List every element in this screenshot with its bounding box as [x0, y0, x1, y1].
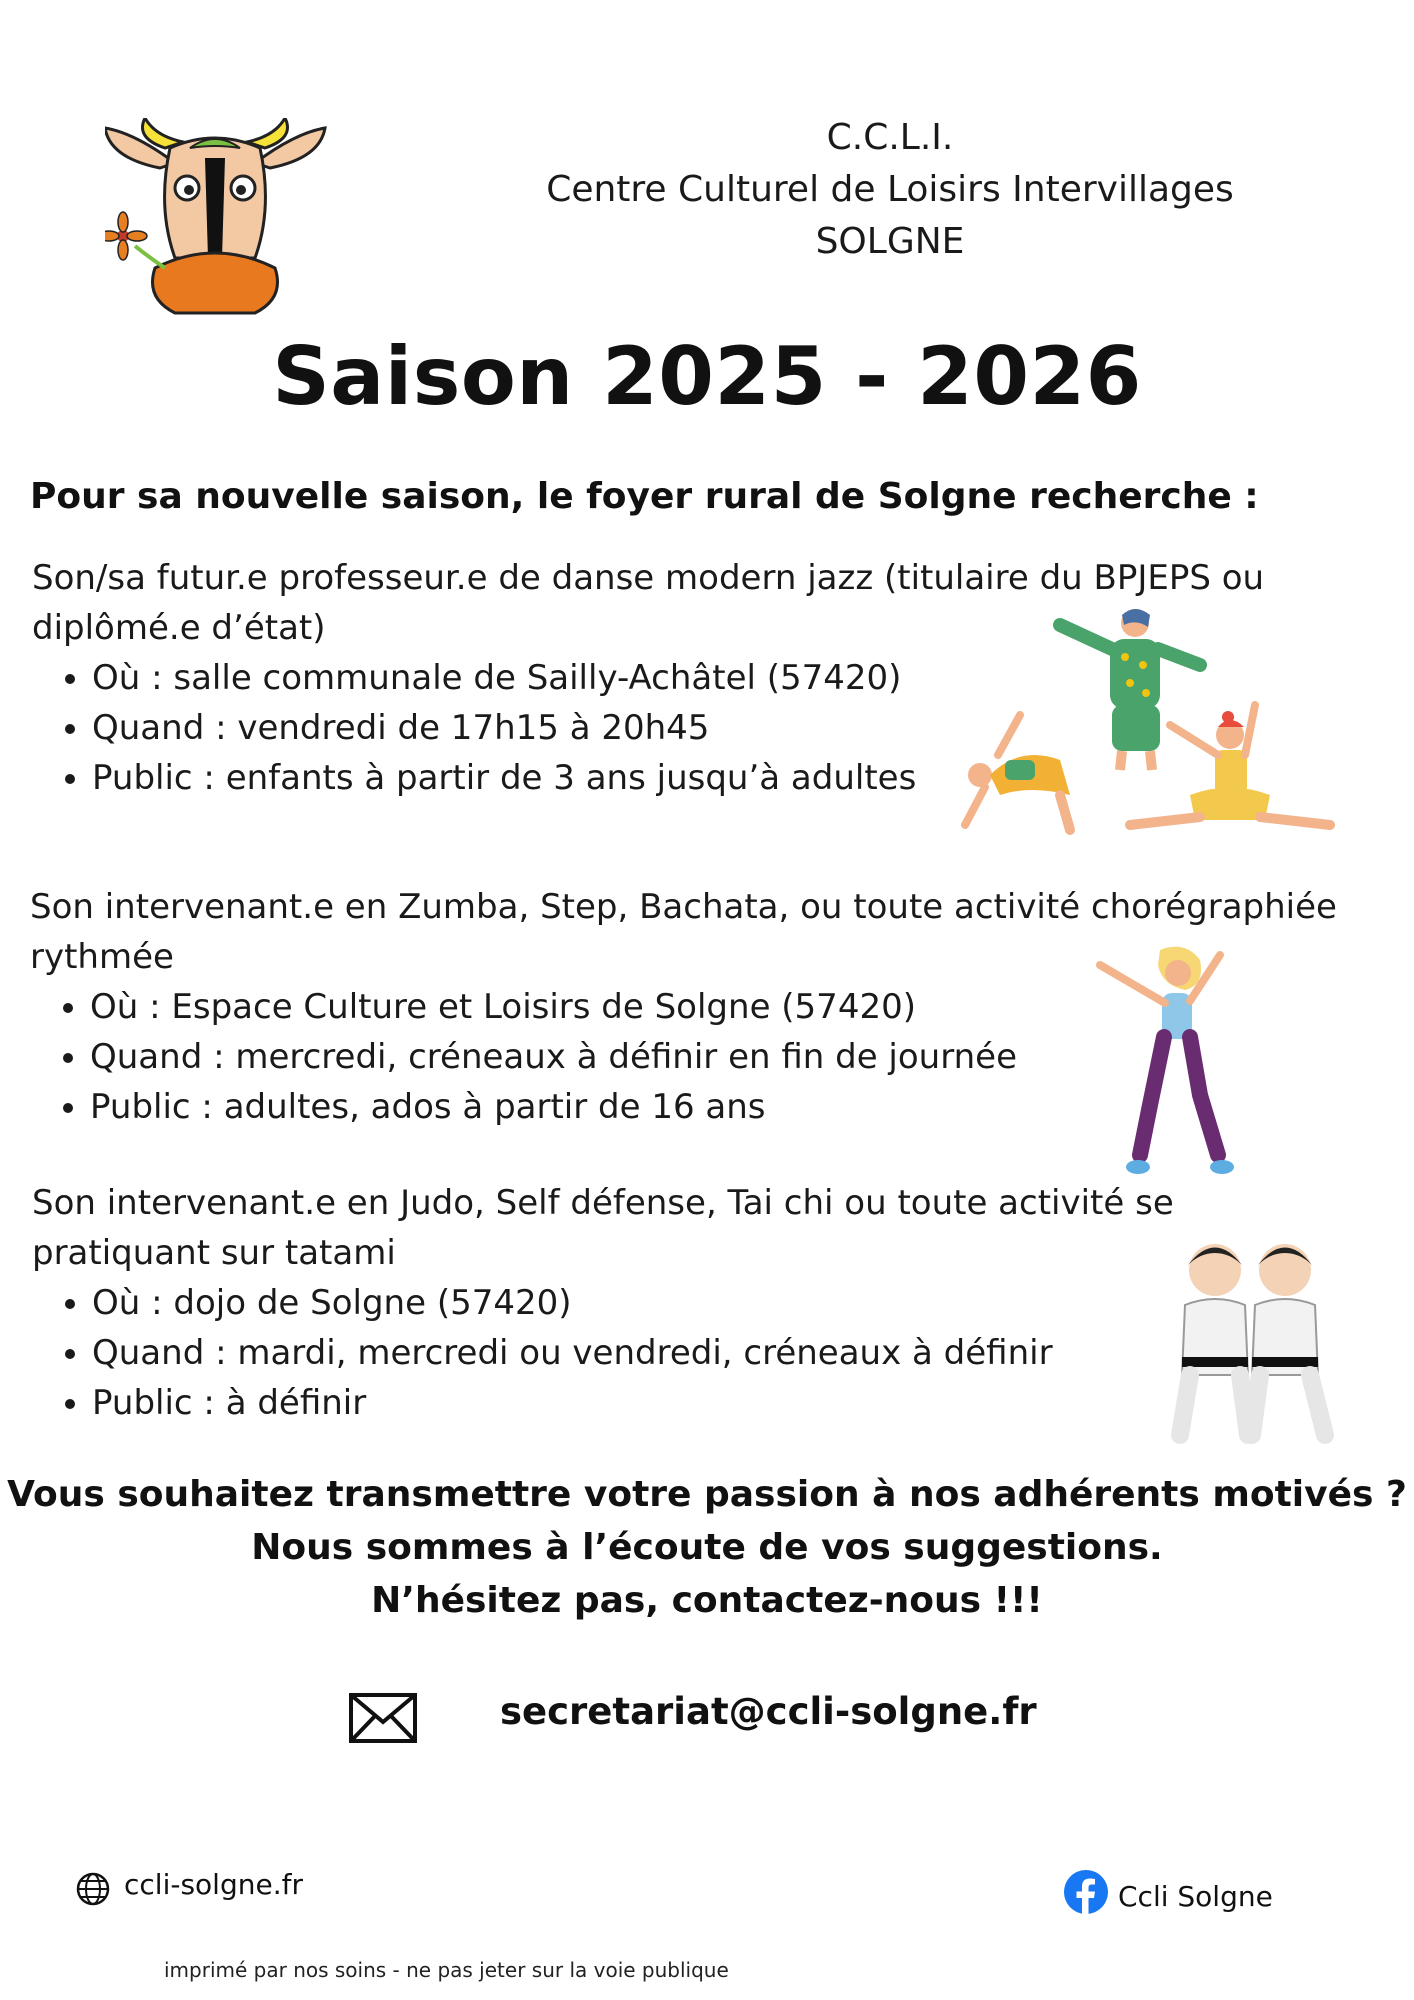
contact-email-link[interactable]: secretariat@ccli-solgne.fr: [500, 1690, 1037, 1733]
offer-audience: • Public : à définir: [92, 1378, 1362, 1428]
call-to-action: [0, 1468, 1414, 1627]
organization-acronym: C.C.L.I.: [826, 117, 954, 158]
print-notice: imprimé par nos soins - ne pas jeter sur la voie publique: [164, 1958, 729, 1982]
offer-audience: • Public : adultes, ados à partir de 16 ans: [90, 1082, 1360, 1132]
offer-description: Son intervenant.e en Judo, Self défense, Tai chi ou toute activité se pratiquant sur tatami: [32, 1183, 1174, 1273]
facebook-page-link[interactable]: Ccli Solgne: [1118, 1880, 1273, 1913]
offer-schedule: • Quand : vendredi de 17h15 à 20h45: [92, 703, 1362, 753]
offer-description: Son intervenant.e en Zumba, Step, Bachata, ou toute activité chorégraphiée rythmée: [30, 887, 1337, 977]
envelope-icon: [348, 1692, 418, 1744]
intro-heading: Pour sa nouvelle saison, le foyer rural de Solgne recherche :: [30, 476, 1259, 517]
facebook-icon: [1064, 1870, 1108, 1914]
offer-audience: • Public : enfants à partir de 3 ans jusqu’à adultes: [92, 753, 1362, 803]
organization-full-name: Centre Culturel de Loisirs Intervillages: [546, 169, 1234, 210]
offer-description: Son/sa futur.e professeur.e de danse modern jazz (titulaire du BPJEPS ou diplômé.e d’état): [32, 558, 1265, 648]
offer-location: • Où : Espace Culture et Loisirs de Solgne (57420): [90, 982, 1360, 1032]
zumba-dancer-illustration: [1090, 945, 1250, 1185]
organization-town: SOLGNE: [815, 221, 965, 262]
cow-logo-icon: [105, 118, 335, 328]
offer-schedule: • Quand : mercredi, créneaux à définir en fin de journée: [90, 1032, 1360, 1082]
cta-line-3: N’hésitez pas, contactez-nous !!!: [371, 1580, 1043, 1621]
organization-header: [520, 112, 1260, 268]
globe-icon: [76, 1872, 110, 1906]
season-title: Saison 2025 - 2026: [272, 330, 1142, 423]
website-link[interactable]: ccli-solgne.fr: [124, 1868, 303, 1901]
offer-schedule: • Quand : mardi, mercredi ou vendredi, créneaux à définir: [92, 1328, 1362, 1378]
judokas-illustration: [1160, 1235, 1340, 1445]
offer-location: • Où : dojo de Solgne (57420): [92, 1278, 1362, 1328]
cta-line-2: Nous sommes à l’écoute de vos suggestions.: [251, 1527, 1163, 1568]
offer-location: • Où : salle communale de Sailly-Achâtel (57420): [92, 653, 1362, 703]
dancers-illustration: [960, 605, 1340, 845]
cta-line-1: Vous souhaitez transmettre votre passion à nos adhérents motivés ?: [7, 1474, 1407, 1515]
